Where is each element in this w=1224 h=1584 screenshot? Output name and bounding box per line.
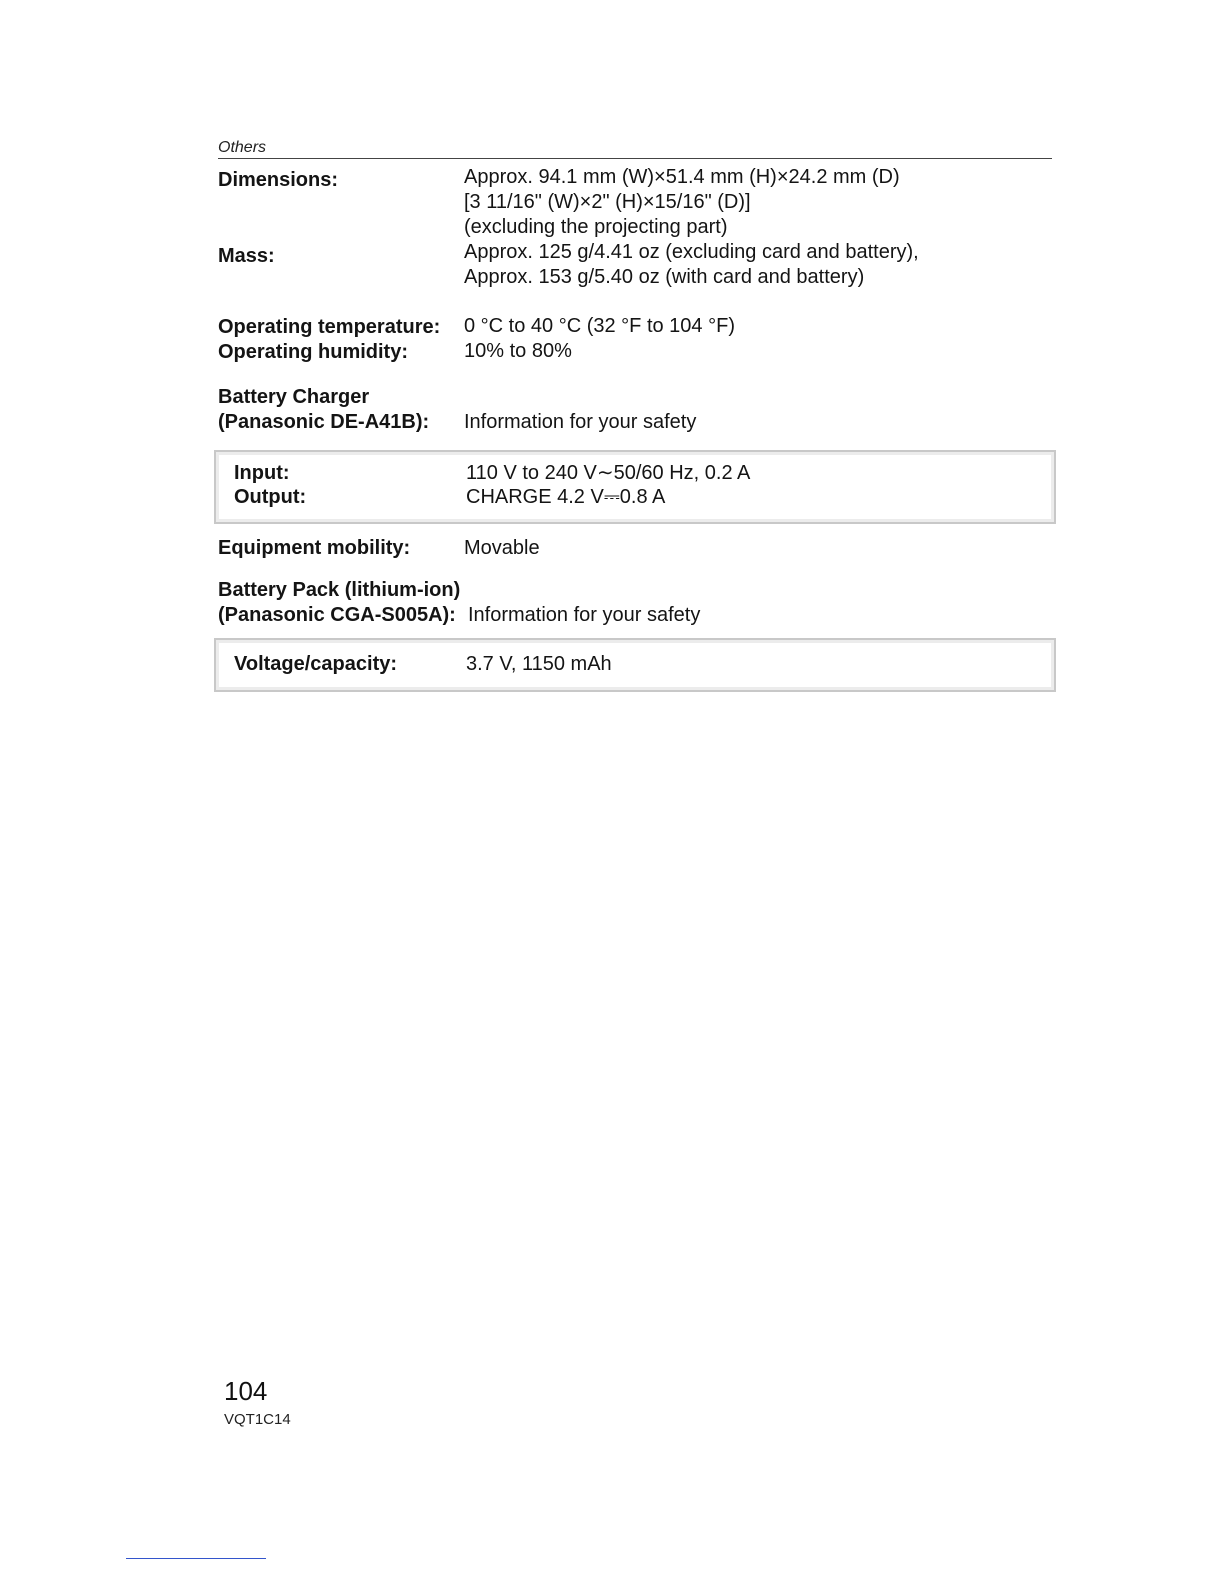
battery-charger-title: Battery Charger (218, 386, 370, 408)
battery-pack-value: Information for your safety (468, 604, 701, 626)
dimensions-line: (excluding the projecting part) (464, 216, 728, 238)
battery-pack-spec-box (214, 638, 1056, 692)
voltage-capacity-value: 3.7 V, 1150 mAh (466, 653, 612, 675)
operating-temperature-value: 0 °C to 40 °C (32 °F to 104 °F) (464, 315, 735, 337)
battery-charger-value: Information for your safety (464, 411, 697, 433)
page-number: 104 (224, 1376, 268, 1406)
battery-charger-label (218, 385, 429, 435)
operating-humidity-value: 10% to 80% (464, 340, 572, 362)
charger-spec-box (214, 450, 1056, 524)
dimensions-line: [3 11/16" (W)×2" (H)×15/16" (D)] (464, 191, 751, 213)
output-value: CHARGE 4.2 V⎓0.8 A (466, 486, 666, 508)
input-label: Input: (234, 462, 290, 484)
equipment-mobility-label: Equipment mobility: (218, 537, 411, 559)
battery-pack-model: (Panasonic CGA-S005A): (218, 604, 456, 626)
mass-line: Approx. 125 g/4.41 oz (excluding card and battery), (464, 241, 919, 263)
equipment-mobility-value: Movable (464, 537, 540, 559)
mass-value (464, 240, 919, 290)
document-code: VQT1C14 (224, 1411, 291, 1428)
mass-label: Mass: (218, 245, 275, 267)
output-label: Output: (234, 486, 307, 508)
dimensions-label: Dimensions: (218, 169, 339, 191)
dimensions-value (464, 165, 900, 240)
mass-line: Approx. 153 g/5.40 oz (with card and battery) (464, 266, 865, 288)
operating-humidity-label: Operating humidity: (218, 341, 408, 363)
dimensions-line: Approx. 94.1 mm (W)×51.4 mm (H)×24.2 mm (D) (464, 166, 900, 188)
battery-pack-title: Battery Pack (lithium-ion) (218, 579, 461, 601)
input-value: 110 V to 240 V∼50/60 Hz, 0.2 A (466, 462, 751, 484)
section-label: Others (218, 139, 267, 156)
header-rule (218, 158, 1052, 159)
voltage-capacity-label: Voltage/capacity: (234, 653, 398, 675)
battery-pack-label (218, 578, 460, 628)
battery-charger-model: (Panasonic DE-A41B): (218, 411, 430, 433)
footer-rule (126, 1558, 266, 1559)
operating-temperature-label: Operating temperature: (218, 316, 441, 338)
